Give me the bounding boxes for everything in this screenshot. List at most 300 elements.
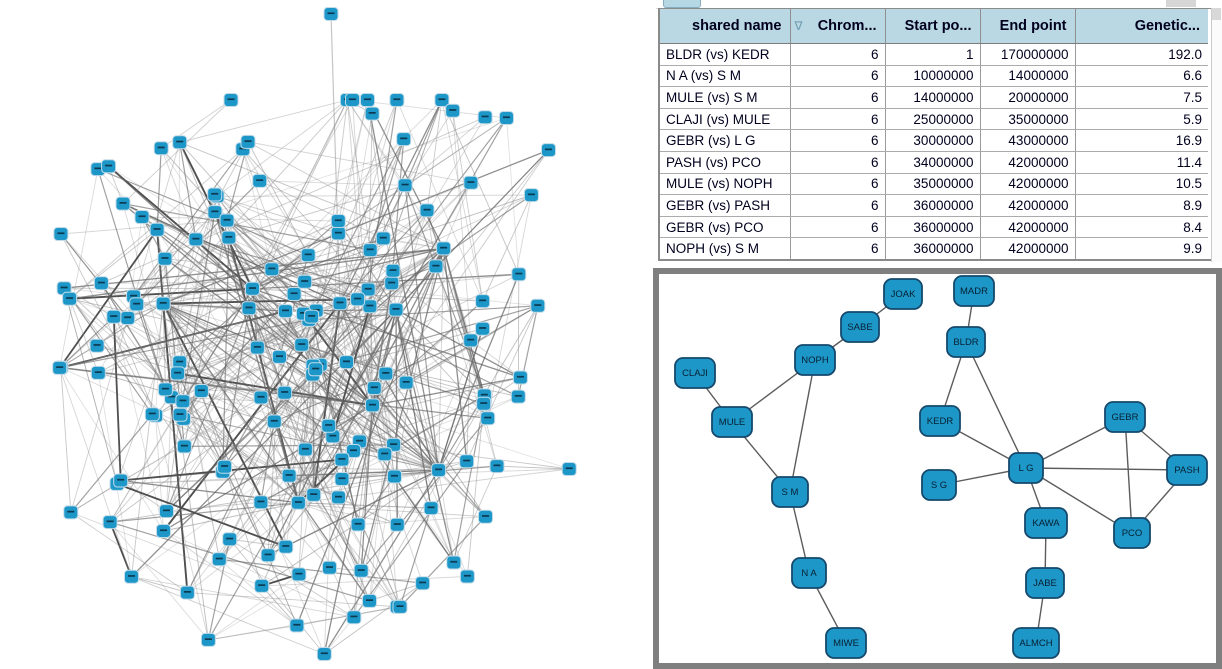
node-label: [162, 257, 169, 259]
network-node-sabe[interactable]: [841, 312, 879, 342]
table-cell[interactable]: 14000000: [885, 87, 980, 109]
table-cell[interactable]: 16.9: [1075, 130, 1208, 152]
network-node[interactable]: [429, 260, 443, 273]
network-node[interactable]: [379, 367, 393, 380]
network-node[interactable]: [460, 455, 474, 468]
node-label: [163, 510, 170, 512]
table-cell[interactable]: 1: [885, 44, 980, 66]
table-cell[interactable]: 42000000: [980, 195, 1075, 217]
network-node[interactable]: [389, 303, 403, 316]
network-node[interactable]: [365, 107, 379, 120]
network-node[interactable]: [366, 399, 380, 412]
network-edge[interactable]: [442, 100, 483, 301]
node-label: [326, 566, 333, 568]
network-node[interactable]: [278, 386, 292, 399]
network-edge[interactable]: [71, 414, 153, 512]
network-node[interactable]: [194, 385, 208, 398]
node-label: [338, 458, 345, 460]
network-node[interactable]: [476, 322, 490, 335]
network-node[interactable]: [524, 189, 538, 202]
network-node-jabe[interactable]: [1026, 568, 1064, 598]
network-node[interactable]: [464, 334, 478, 347]
node-label: JOAK: [890, 289, 916, 301]
network-node[interactable]: [309, 363, 323, 376]
node-label: [481, 394, 488, 396]
table-cell[interactable]: 10.5: [1075, 173, 1208, 195]
network-node[interactable]: [437, 242, 451, 255]
network-node[interactable]: [253, 174, 267, 187]
table-cell[interactable]: 6: [790, 195, 885, 217]
table-cell[interactable]: 6: [790, 44, 885, 66]
table-vertical-scrollbar[interactable]: [1211, 8, 1222, 262]
network-node[interactable]: [416, 577, 430, 590]
network-node-mule[interactable]: [712, 407, 752, 437]
node-label: [293, 624, 300, 626]
table-cell[interactable]: NOPH (vs) S M: [660, 238, 790, 259]
network-node[interactable]: [351, 518, 365, 531]
network-node[interactable]: [212, 553, 226, 566]
table-cell[interactable]: 5.9: [1075, 108, 1208, 130]
network-node[interactable]: [301, 249, 315, 262]
table-cell[interactable]: 35000000: [885, 173, 980, 195]
network-node[interactable]: [158, 252, 172, 265]
network-node[interactable]: [322, 419, 336, 432]
table-cell[interactable]: 8.9: [1075, 195, 1208, 217]
network-node[interactable]: [331, 215, 345, 228]
table-cell[interactable]: 42000000: [980, 151, 1075, 173]
network-node[interactable]: [477, 397, 491, 410]
network-node[interactable]: [222, 231, 236, 244]
network-node[interactable]: [241, 135, 255, 148]
network-node[interactable]: [305, 310, 319, 323]
network-node[interactable]: [476, 295, 490, 308]
network-node[interactable]: [390, 94, 404, 107]
network-edge[interactable]: [790, 360, 815, 492]
network-node[interactable]: [254, 496, 268, 509]
network-node[interactable]: [255, 579, 269, 592]
node-label: SABE: [847, 322, 873, 334]
network-node[interactable]: [180, 586, 194, 599]
node-label: [57, 232, 64, 234]
node-label: [321, 652, 328, 654]
node-label: [94, 344, 101, 346]
network-node[interactable]: [267, 415, 281, 428]
network-node[interactable]: [64, 506, 78, 519]
small-network-panel[interactable]: [653, 268, 1222, 669]
node-label: [281, 391, 288, 393]
node-label: [566, 467, 573, 469]
column-header-start-po---[interactable]: Start po...: [885, 9, 980, 44]
node-label: [154, 228, 161, 230]
node-label: [265, 554, 272, 556]
network-node[interactable]: [399, 376, 413, 389]
network-node[interactable]: [223, 533, 237, 546]
network-node[interactable]: [291, 496, 305, 509]
network-node[interactable]: [398, 179, 412, 192]
network-edge[interactable]: [217, 196, 338, 233]
network-node[interactable]: [324, 8, 338, 21]
scrollbar-up-button[interactable]: [1212, 8, 1221, 20]
network-node[interactable]: [335, 453, 349, 466]
network-node[interactable]: [279, 305, 293, 318]
network-node[interactable]: [363, 244, 377, 257]
node-label: [394, 523, 401, 525]
node-label: [105, 165, 112, 167]
network-node[interactable]: [287, 288, 301, 301]
node-label: [393, 308, 400, 310]
node-label: [388, 282, 395, 284]
network-node[interactable]: [121, 312, 135, 325]
network-node[interactable]: [177, 440, 191, 453]
table-cell[interactable]: MULE (vs) S M: [660, 87, 790, 109]
table-cell[interactable]: 42000000: [980, 216, 1075, 238]
network-edge[interactable]: [444, 248, 471, 340]
network-node[interactable]: [531, 299, 545, 312]
network-node[interactable]: [154, 142, 168, 155]
table-cell[interactable]: 36000000: [885, 238, 980, 259]
network-node[interactable]: [298, 443, 312, 456]
network-node[interactable]: [512, 268, 526, 281]
network-node[interactable]: [385, 277, 399, 290]
table-cell[interactable]: 35000000: [980, 108, 1075, 130]
network-node[interactable]: [513, 371, 527, 384]
table-cell[interactable]: GEBR (vs) PASH: [660, 195, 790, 217]
network-node[interactable]: [295, 338, 309, 351]
network-edge[interactable]: [272, 210, 427, 269]
network-edge[interactable]: [405, 117, 485, 185]
network-node[interactable]: [94, 277, 108, 290]
network-node[interactable]: [464, 176, 478, 189]
table-cell[interactable]: 25000000: [885, 108, 980, 130]
network-node-madr[interactable]: [954, 276, 994, 306]
table-cell[interactable]: 34000000: [885, 151, 980, 173]
table-cell[interactable]: 192.0: [1075, 44, 1208, 66]
network-node[interactable]: [224, 94, 238, 107]
scrollbar-button[interactable]: [1166, 0, 1196, 7]
network-node[interactable]: [150, 223, 164, 236]
network-node[interactable]: [376, 232, 390, 245]
node-label: [381, 453, 388, 455]
table-cell[interactable]: 170000000: [980, 44, 1075, 66]
network-node[interactable]: [176, 395, 190, 408]
node-label: [295, 573, 302, 575]
filter-funnel-icon[interactable]: ∇: [794, 19, 803, 33]
network-node[interactable]: [135, 211, 149, 224]
node-label: [120, 202, 127, 204]
table-cell[interactable]: 10000000: [885, 65, 980, 87]
network-node[interactable]: [250, 341, 264, 354]
network-node[interactable]: [173, 408, 187, 421]
node-label: [335, 219, 342, 221]
network-node[interactable]: [116, 197, 130, 210]
network-node[interactable]: [91, 366, 105, 379]
network-edge[interactable]: [400, 517, 486, 607]
node-label: [428, 507, 435, 509]
table-tab-remnant[interactable]: [663, 0, 701, 8]
network-node[interactable]: [378, 448, 392, 461]
table-cell[interactable]: 6: [790, 65, 885, 87]
network-node[interactable]: [63, 292, 77, 305]
table-cell[interactable]: 20000000: [980, 87, 1075, 109]
network-node[interactable]: [363, 594, 377, 607]
network-node[interactable]: [478, 111, 492, 124]
node-label: [258, 584, 265, 586]
network-node[interactable]: [424, 502, 438, 515]
network-node[interactable]: [397, 133, 411, 146]
node-label: [350, 616, 357, 618]
node-label: [282, 310, 289, 312]
network-node[interactable]: [279, 540, 293, 553]
node-label: [225, 236, 232, 238]
node-label: [343, 361, 350, 363]
table-cell[interactable]: MULE (vs) NOPH: [660, 173, 790, 195]
network-node[interactable]: [331, 227, 345, 240]
network-node[interactable]: [354, 564, 368, 577]
node-label: [211, 211, 218, 213]
node-label: [198, 389, 205, 391]
network-node[interactable]: [130, 298, 144, 311]
node-label: [393, 98, 400, 100]
node-label: [133, 303, 140, 305]
network-node[interactable]: [173, 136, 187, 149]
node-label: [367, 249, 374, 251]
network-node[interactable]: [282, 469, 296, 482]
network-node[interactable]: [265, 263, 279, 276]
network-node-miwe[interactable]: [826, 628, 866, 658]
network-node[interactable]: [511, 390, 525, 403]
network-node[interactable]: [145, 408, 159, 421]
node-label: [310, 493, 317, 495]
node-label: [226, 538, 233, 540]
network-node[interactable]: [246, 282, 260, 295]
network-node[interactable]: [367, 382, 381, 395]
table-cell[interactable]: 9.9: [1075, 238, 1208, 259]
column-header-genetic---[interactable]: Genetic...: [1075, 9, 1208, 44]
network-node[interactable]: [562, 463, 576, 476]
network-node-n-a[interactable]: [792, 558, 826, 588]
node-label: [515, 273, 522, 275]
table-cell[interactable]: N A (vs) S M: [660, 65, 790, 87]
network-node[interactable]: [447, 556, 461, 569]
table-cell[interactable]: 36000000: [885, 216, 980, 238]
network-node[interactable]: [218, 460, 232, 473]
network-node[interactable]: [347, 611, 361, 624]
network-node[interactable]: [432, 464, 446, 477]
table-cell[interactable]: CLAJI (vs) MULE: [660, 108, 790, 130]
node-label: [139, 215, 146, 217]
network-node[interactable]: [114, 474, 128, 487]
network-node[interactable]: [479, 510, 493, 523]
network-node[interactable]: [542, 144, 556, 157]
network-edge[interactable]: [1125, 417, 1132, 533]
table-row[interactable]: [660, 65, 1208, 87]
network-node[interactable]: [317, 648, 331, 661]
network-node[interactable]: [490, 460, 504, 473]
table-cell[interactable]: 6.6: [1075, 65, 1208, 87]
network-node-gebr[interactable]: [1105, 402, 1145, 432]
network-node-claji[interactable]: [675, 358, 715, 388]
network-node-bldr[interactable]: [947, 327, 985, 357]
table-cell[interactable]: 6: [790, 173, 885, 195]
table-cell[interactable]: 6: [790, 130, 885, 152]
network-node[interactable]: [157, 525, 171, 538]
network-node[interactable]: [103, 516, 117, 529]
network-edge[interactable]: [1026, 468, 1187, 470]
network-node[interactable]: [298, 275, 312, 288]
table-cell[interactable]: 14000000: [980, 65, 1075, 87]
node-label: [402, 184, 409, 186]
node-label: BLDR: [953, 337, 979, 349]
network-node[interactable]: [390, 518, 404, 531]
network-node[interactable]: [333, 297, 347, 310]
node-label: [467, 181, 474, 183]
node-label: [256, 179, 263, 181]
network-node[interactable]: [160, 505, 174, 518]
node-label: JABE: [1033, 578, 1057, 590]
network-node[interactable]: [201, 633, 215, 646]
network-node[interactable]: [261, 549, 275, 562]
table-cell[interactable]: BLDR (vs) KEDR: [660, 44, 790, 66]
network-node[interactable]: [53, 361, 67, 374]
network-node[interactable]: [351, 293, 365, 306]
network-edge[interactable]: [132, 577, 188, 593]
network-node[interactable]: [460, 570, 474, 583]
table-cell[interactable]: 6: [790, 87, 885, 109]
network-node-s-g[interactable]: [922, 470, 956, 500]
network-node[interactable]: [446, 104, 460, 117]
network-node[interactable]: [242, 302, 256, 315]
node-label: [479, 327, 486, 329]
network-edge[interactable]: [61, 368, 71, 513]
table-cell[interactable]: 43000000: [980, 130, 1075, 152]
network-node-pash[interactable]: [1167, 455, 1207, 485]
table-row[interactable]: [660, 238, 1208, 259]
network-node[interactable]: [220, 214, 234, 227]
network-node[interactable]: [332, 491, 346, 504]
network-node[interactable]: [273, 350, 287, 363]
network-node[interactable]: [189, 233, 203, 246]
network-edge[interactable]: [71, 512, 262, 586]
node-label: [534, 304, 541, 306]
table-row[interactable]: [660, 108, 1208, 130]
node-label: [295, 501, 302, 503]
network-node-l-g[interactable]: [1009, 453, 1043, 483]
node-label: [224, 219, 231, 221]
network-node[interactable]: [102, 160, 116, 173]
network-node-kedr[interactable]: [920, 406, 960, 436]
network-edge[interactable]: [396, 310, 397, 525]
network-edge[interactable]: [966, 342, 1026, 468]
node-label: [435, 469, 442, 471]
network-node[interactable]: [254, 391, 268, 404]
network-node[interactable]: [335, 473, 349, 486]
network-node[interactable]: [90, 339, 104, 352]
network-node[interactable]: [171, 367, 185, 380]
network-node[interactable]: [340, 356, 354, 369]
column-header-shared-name[interactable]: shared name: [660, 9, 790, 44]
network-node[interactable]: [388, 470, 402, 483]
node-label: [221, 465, 228, 467]
table-cell[interactable]: PASH (vs) PCO: [660, 151, 790, 173]
network-node[interactable]: [208, 188, 222, 201]
column-header-end-point[interactable]: End point: [980, 9, 1075, 44]
column-header-chrom---[interactable]: ∇ Chrom...: [790, 9, 885, 44]
table-cell[interactable]: 8.4: [1075, 216, 1208, 238]
table-cell[interactable]: 6: [790, 238, 885, 259]
table-row[interactable]: [660, 216, 1208, 238]
network-node-noph[interactable]: [795, 345, 835, 375]
node-label: [61, 287, 68, 289]
network-node[interactable]: [361, 94, 375, 107]
table-cell[interactable]: 36000000: [885, 195, 980, 217]
table-cell[interactable]: 42000000: [980, 238, 1075, 259]
table-row[interactable]: [660, 151, 1208, 173]
network-node[interactable]: [292, 568, 306, 581]
node-label: [482, 116, 489, 118]
table-cell[interactable]: 6: [790, 216, 885, 238]
node-label: KAWA: [1032, 518, 1060, 530]
network-node[interactable]: [420, 204, 434, 217]
table-cell[interactable]: 30000000: [885, 130, 980, 152]
network-node-joak[interactable]: [884, 279, 922, 309]
table-row[interactable]: [660, 173, 1208, 195]
table-row[interactable]: [660, 44, 1208, 66]
network-node[interactable]: [107, 310, 121, 323]
node-label: [355, 523, 362, 525]
table-cell[interactable]: GEBR (vs) PCO: [660, 216, 790, 238]
node-label: [158, 147, 165, 149]
node-label: [246, 307, 253, 309]
network-node[interactable]: [125, 570, 139, 583]
network-node[interactable]: [481, 412, 495, 425]
network-node-s-m[interactable]: [772, 477, 808, 507]
table-cell[interactable]: 7.5: [1075, 87, 1208, 109]
node-label: [390, 269, 397, 271]
network-node[interactable]: [156, 297, 170, 310]
network-node[interactable]: [290, 619, 304, 632]
table-cell[interactable]: 11.4: [1075, 151, 1208, 173]
table-row[interactable]: [660, 87, 1208, 109]
table-cell[interactable]: 42000000: [980, 173, 1075, 195]
table-row[interactable]: [660, 195, 1208, 217]
network-node-pco[interactable]: [1114, 518, 1150, 548]
node-label: [382, 372, 389, 374]
network-node[interactable]: [158, 383, 172, 396]
network-edge[interactable]: [161, 100, 231, 148]
network-node-kawa[interactable]: [1025, 508, 1067, 538]
network-node[interactable]: [54, 228, 68, 241]
network-edge[interactable]: [439, 329, 483, 470]
table-row[interactable]: [660, 130, 1208, 152]
network-node[interactable]: [346, 94, 360, 107]
node-label: [149, 413, 156, 415]
node-label: [350, 449, 357, 451]
network-node[interactable]: [323, 561, 337, 574]
node-label: [249, 287, 256, 289]
network-node[interactable]: [307, 488, 321, 501]
network-node[interactable]: [386, 264, 400, 277]
node-label: [228, 98, 235, 100]
network-node[interactable]: [500, 112, 514, 125]
small-network-canvas[interactable]: [659, 274, 1216, 663]
table-cell[interactable]: 6: [790, 108, 885, 130]
node-label: [325, 424, 332, 426]
network-node-almch[interactable]: [1013, 628, 1059, 658]
network-node[interactable]: [393, 600, 407, 613]
table-cell[interactable]: 6: [790, 151, 885, 173]
table-cell[interactable]: GEBR (vs) L G: [660, 130, 790, 152]
network-edge[interactable]: [180, 100, 348, 142]
